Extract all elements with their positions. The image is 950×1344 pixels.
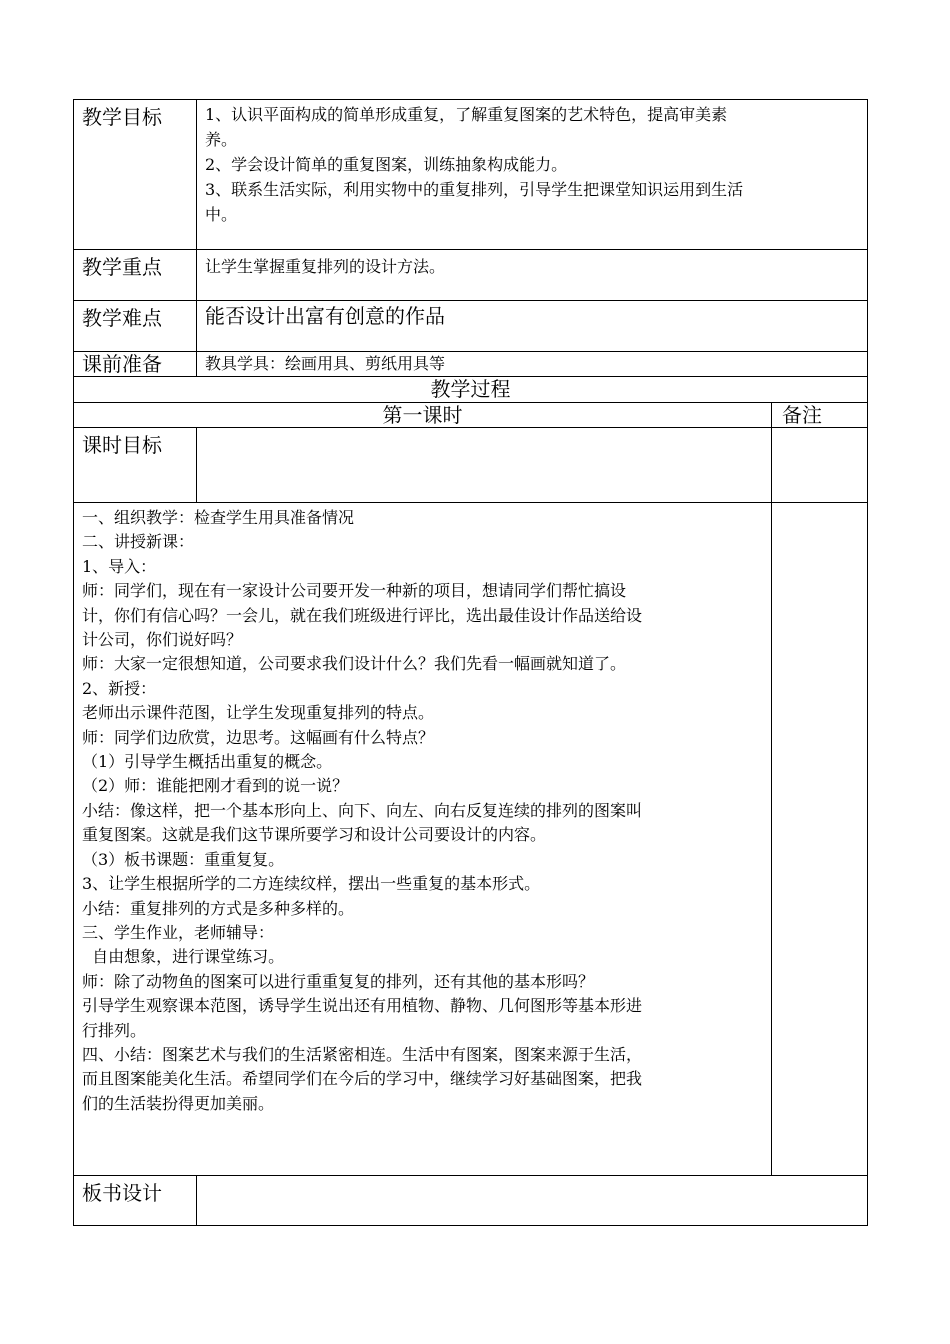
process-line: 1、导入： xyxy=(82,556,157,576)
process-title: 教学过程 xyxy=(74,377,868,403)
lesson-plan-table xyxy=(73,99,868,1226)
process-line: 小结：重复排列的方式是多种多样的。 xyxy=(82,898,355,918)
objectives-line: 2、学会设计简单的重复图案，训练抽象构成能力。 xyxy=(205,155,568,174)
process-line: 师：同学们边欣赏，边思考。这幅画有什么特点？ xyxy=(82,727,435,747)
process-line: （3）板书课题：重重复复。 xyxy=(82,849,285,869)
lesson-goal-remarks xyxy=(772,428,868,503)
preparation-label: 课前准备 xyxy=(74,352,197,377)
objectives-row xyxy=(74,100,868,250)
process-line: 3、让学生根据所学的二方连续纹样，摆出一些重复的基本形式。 xyxy=(82,874,541,894)
process-line: 行排列。 xyxy=(82,1020,147,1040)
lesson-goal-text xyxy=(197,428,772,503)
board-design-row xyxy=(74,1176,868,1226)
process-line: 二、讲授新课： xyxy=(82,532,195,552)
process-line: 老师出示课件范图，让学生发现重复排列的特点。 xyxy=(82,703,435,723)
objectives-content xyxy=(197,100,868,250)
key-point-row xyxy=(74,250,868,301)
board-design-text xyxy=(197,1176,868,1226)
process-line: 重复图案。这就是我们这节课所要学习和设计公司要设计的内容。 xyxy=(82,825,547,845)
key-point-text: 让学生掌握重复排列的设计方法。 xyxy=(197,250,868,301)
lesson-goal-label: 课时目标 xyxy=(74,428,197,503)
lesson-header: 第一课时 xyxy=(74,403,772,428)
lesson-goal-row xyxy=(74,428,868,503)
process-line: 们的生活装扮得更加美丽。 xyxy=(82,1093,275,1113)
process-line: 计公司，你们说好吗？ xyxy=(82,630,243,650)
process-line: 四、小结：图案艺术与我们的生活紧密相连。生活中有图案，图案来源于生活， xyxy=(82,1044,643,1064)
difficulty-row xyxy=(74,301,868,352)
preparation-text: 教具学具：绘画用具、剪纸用具等 xyxy=(197,352,868,377)
process-line: 三、学生作业，老师辅导： xyxy=(82,922,275,942)
objectives-line: 中。 xyxy=(205,205,238,224)
objectives-label: 教学目标 xyxy=(74,100,197,250)
process-line: 师：除了动物鱼的图案可以进行重重复复的排列，还有其他的基本形吗？ xyxy=(82,971,595,991)
process-line: （2）师：谁能把刚才看到的说一说？ xyxy=(82,776,349,796)
process-line: 引导学生观察课本范图，诱导学生说出还有用植物、静物、几何图形等基本形进 xyxy=(82,996,643,1016)
difficulty-text: 能否设计出富有创意的作品 xyxy=(197,301,868,352)
process-line: （1）引导学生概括出重复的概念。 xyxy=(82,752,333,772)
process-row xyxy=(74,503,868,1176)
process-content xyxy=(74,503,772,1176)
process-line: 计，你们有信心吗？一会儿，就在我们班级进行评比，选出最佳设计作品送给设 xyxy=(82,605,643,625)
key-point-label: 教学重点 xyxy=(74,250,197,301)
process-line: 师：大家一定很想知道，公司要求我们设计什么？我们先看一幅画就知道了。 xyxy=(82,654,627,674)
process-line: 2、新授： xyxy=(82,678,157,698)
difficulty-label: 教学难点 xyxy=(74,301,197,352)
process-remarks xyxy=(772,503,868,1176)
remarks-header: 备注 xyxy=(772,403,868,428)
objectives-line: 3、联系生活实际，利用实物中的重复排列，引导学生把课堂知识运用到生活 xyxy=(205,180,744,199)
board-design-label: 板书设计 xyxy=(74,1176,197,1226)
process-line: 而且图案能美化生活。希望同学们在今后的学习中，继续学习好基础图案，把我 xyxy=(82,1069,643,1089)
objectives-line: 1、认识平面构成的简单形成重复，了解重复图案的艺术特色，提高审美素 xyxy=(205,105,728,124)
objectives-line: 养。 xyxy=(205,130,238,149)
preparation-row xyxy=(74,352,868,377)
lesson-header-row xyxy=(74,403,868,428)
process-title-row xyxy=(74,377,868,403)
process-line: 小结：像这样，把一个基本形向上、向下、向左、向右反复连续的排列的图案叫 xyxy=(82,800,643,820)
process-line: 师：同学们，现在有一家设计公司要开发一种新的项目，想请同学们帮忙搞设 xyxy=(82,581,627,601)
process-line: 自由想象，进行课堂练习。 xyxy=(82,947,285,967)
process-line: 一、组织教学：检查学生用具准备情况 xyxy=(82,508,355,527)
